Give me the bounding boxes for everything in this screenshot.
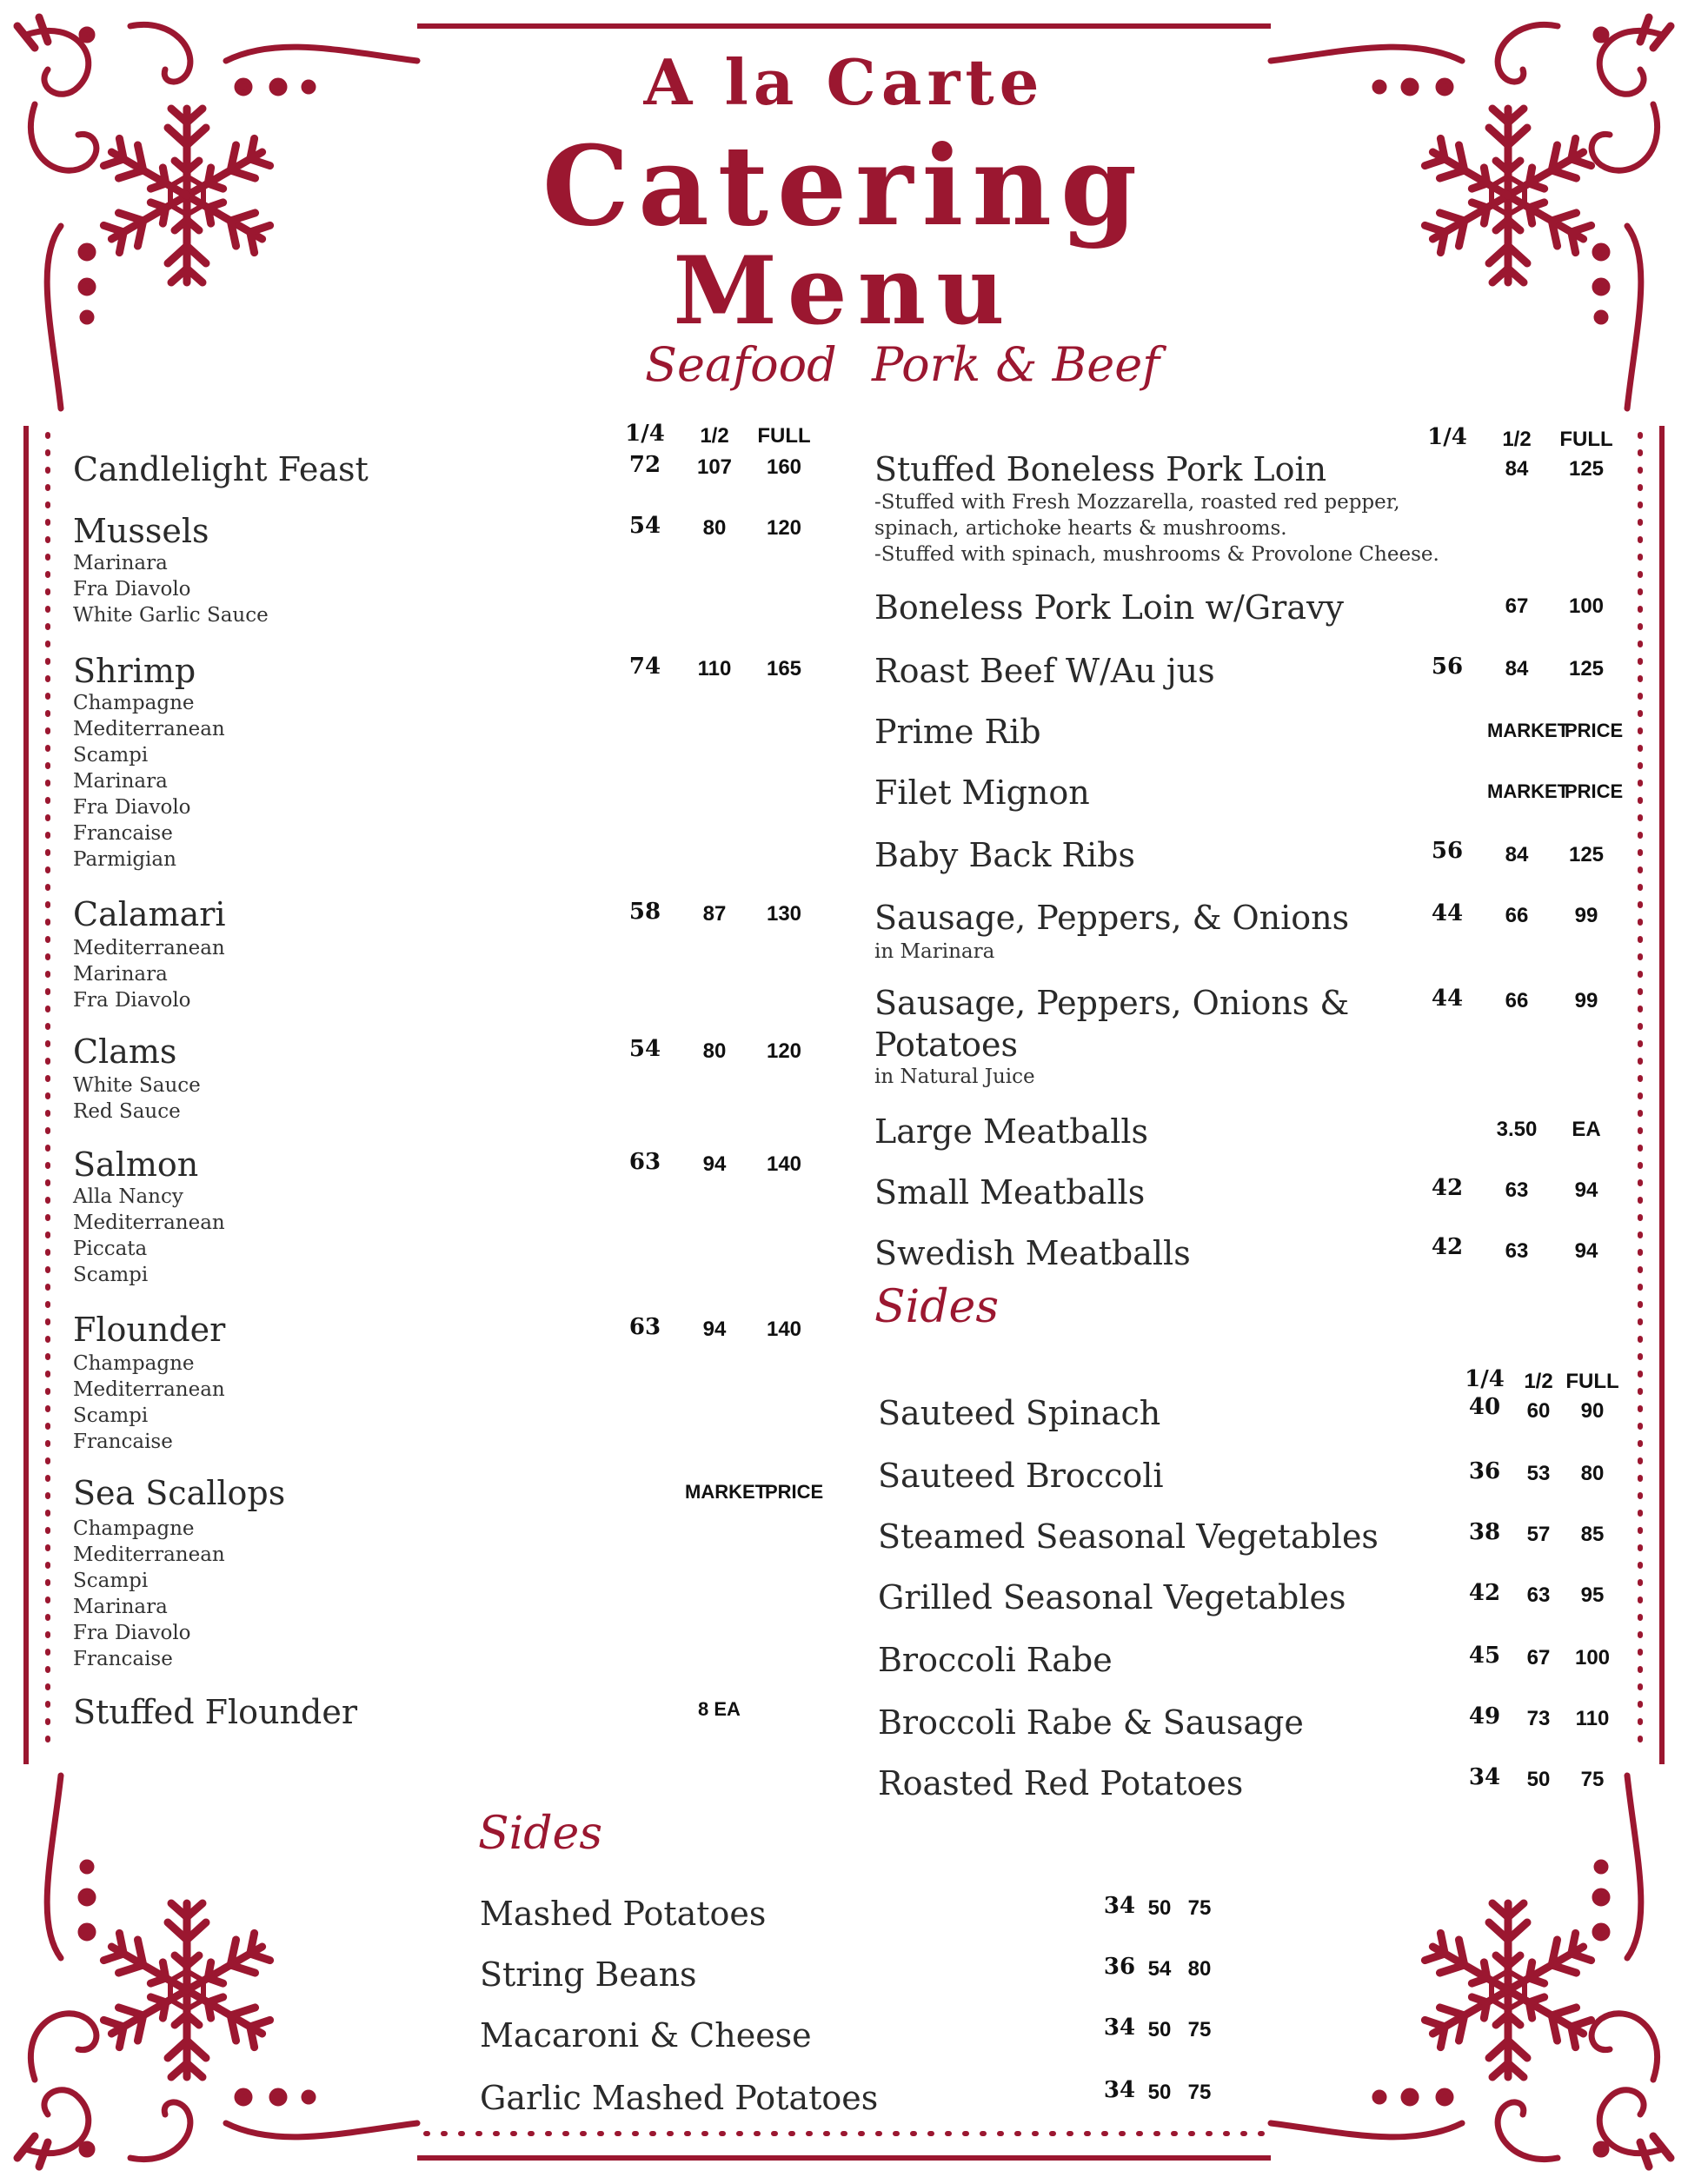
price-full: 90 — [1580, 1399, 1605, 1423]
price-half: 53 — [1526, 1462, 1551, 1485]
price-full: 75 — [1187, 1896, 1212, 1920]
price-half: 57 — [1526, 1523, 1551, 1546]
list-item: Candlelight Feast — [73, 450, 369, 488]
list-item: Garlic Mashed Potatoes — [480, 2079, 879, 2117]
price-market: MARKET — [1487, 780, 1570, 802]
price-full: 125 — [1568, 457, 1605, 481]
price-market: MARKET — [685, 1481, 768, 1503]
price-half: 63 — [1526, 1583, 1551, 1607]
list-item: Sauteed Broccoli — [878, 1457, 1164, 1495]
item-description: in Natural Juice — [874, 1065, 1035, 1088]
price-quarter: 49 — [1468, 1703, 1501, 1729]
price-full: 125 — [1568, 657, 1605, 680]
seafood-head-full: FULL — [757, 424, 811, 448]
price-quarter: 45 — [1468, 1643, 1501, 1669]
price-full: 110 — [1575, 1707, 1610, 1730]
list-item: Baby Back Ribs — [874, 836, 1136, 874]
price-half: 63 — [1505, 1178, 1529, 1202]
price-half: 84 — [1505, 457, 1529, 481]
price-each: 8 EA — [698, 1698, 741, 1720]
item-options: Marinara Fra Diavolo White Garlic Sauce — [73, 552, 269, 627]
list-item: Filet Mignon — [874, 773, 1090, 812]
item-description: in Marinara — [874, 940, 995, 963]
price-price: PRICE — [1565, 780, 1624, 802]
list-item: Clams — [73, 1032, 177, 1071]
porkbeef-head-quarter: 1/4 — [1427, 424, 1467, 450]
price-quarter: 58 — [628, 899, 661, 925]
price-half: 80 — [702, 516, 727, 540]
price-quarter: 34 — [1103, 1893, 1136, 1919]
list-item: Calamari — [73, 895, 226, 933]
sides-head-half: 1/2 — [1524, 1370, 1553, 1393]
price-quarter: 34 — [1468, 1764, 1501, 1790]
price-quarter: 36 — [1468, 1458, 1501, 1484]
price-half: 50 — [1526, 1768, 1551, 1791]
price-market: MARKET — [1487, 720, 1570, 741]
list-item: Swedish Meatballs — [874, 1234, 1191, 1272]
list-item: String Beans — [480, 1955, 697, 1994]
price-quarter: 40 — [1468, 1394, 1501, 1420]
list-item: Roast Beef W/Au jus — [874, 652, 1215, 690]
price-half: 87 — [702, 902, 727, 926]
price-quarter: 74 — [628, 654, 661, 680]
item-description: -Stuffed with Fresh Mozzarella, roasted red pepper, spinach, artichoke hearts & mushrooms. -Stuffed with spinach, mushrooms & Provolone Cheese. — [874, 491, 1439, 566]
price-full: 75 — [1187, 2018, 1212, 2041]
price-quarter: 34 — [1103, 2015, 1136, 2041]
price-quarter: 54 — [628, 1036, 661, 1062]
list-item: Flounder — [73, 1311, 226, 1349]
list-item: Small Meatballs — [874, 1173, 1146, 1211]
list-item-cont: Potatoes — [874, 1026, 1018, 1064]
list-item: Sausage, Peppers, Onions & — [874, 984, 1350, 1022]
price-half: 107 — [696, 455, 733, 479]
list-item: Steamed Seasonal Vegetables — [878, 1517, 1379, 1556]
price-half: 60 — [1526, 1399, 1551, 1423]
sides-head-quarter: 1/4 — [1465, 1366, 1505, 1392]
price-half: 94 — [702, 1318, 727, 1341]
list-item: Shrimp — [73, 652, 196, 690]
item-options: Champagne Mediterranean Scampi Marinara Fra Diavolo Francaise Parmigian — [73, 692, 225, 871]
title-line-2: Catering — [542, 122, 1146, 250]
price-quarter: 42 — [1468, 1580, 1501, 1606]
list-item: Sausage, Peppers, & Onions — [874, 899, 1350, 937]
price-price: PRICE — [1565, 720, 1624, 741]
price-full: 160 — [766, 455, 802, 479]
price-full: 80 — [1580, 1462, 1605, 1485]
price-each-unit: EA — [1572, 1118, 1601, 1141]
price-quarter: 72 — [628, 452, 661, 478]
list-item: Broccoli Rabe — [878, 1641, 1113, 1679]
price-half: 67 — [1505, 594, 1529, 618]
subtitle-seafood: Seafood — [645, 337, 837, 392]
price-full: 100 — [1574, 1646, 1611, 1670]
subtitle-pork-beef: Pork & Beef — [872, 337, 1160, 392]
list-item: Stuffed Flounder — [73, 1693, 357, 1731]
list-item: Roasted Red Potatoes — [878, 1764, 1244, 1802]
seafood-head-quarter: 1/4 — [625, 421, 665, 447]
sides-heading-right: Sides — [874, 1281, 999, 1333]
list-item: Sea Scallops — [73, 1474, 286, 1512]
price-quarter: 56 — [1431, 838, 1464, 864]
price-half: 66 — [1505, 904, 1529, 927]
price-full: 80 — [1187, 1957, 1212, 1981]
porkbeef-head-half: 1/2 — [1502, 428, 1532, 451]
price-half: 50 — [1147, 2081, 1172, 2104]
price-half: 54 — [1147, 1957, 1172, 1981]
title-line-3: Menu — [673, 236, 1015, 346]
price-quarter: 44 — [1431, 986, 1464, 1012]
price-full: 140 — [766, 1318, 802, 1341]
price-full: 85 — [1580, 1523, 1605, 1546]
porkbeef-head-full: FULL — [1559, 428, 1613, 451]
item-options: Alla Nancy Mediterranean Piccata Scampi — [73, 1185, 225, 1286]
price-full: 94 — [1574, 1178, 1598, 1202]
price-each-amount: 3.50 — [1496, 1118, 1538, 1141]
price-full: 130 — [766, 902, 802, 926]
price-half: 110 — [697, 657, 732, 680]
price-quarter: 42 — [1431, 1234, 1464, 1260]
item-options: White Sauce Red Sauce — [73, 1074, 201, 1123]
price-full: 94 — [1574, 1239, 1598, 1263]
item-options: Mediterranean Marinara Fra Diavolo — [73, 937, 225, 1012]
price-half: 84 — [1505, 843, 1529, 866]
price-quarter: 63 — [628, 1149, 661, 1175]
list-item: Prime Rib — [874, 713, 1041, 751]
price-half: 63 — [1505, 1239, 1529, 1263]
price-half: 84 — [1505, 657, 1529, 680]
price-full: 75 — [1187, 2081, 1212, 2104]
price-quarter: 34 — [1103, 2077, 1136, 2103]
list-item: Broccoli Rabe & Sausage — [878, 1703, 1304, 1742]
list-item: Boneless Pork Loin w/Gravy — [874, 588, 1344, 627]
price-quarter: 56 — [1431, 654, 1464, 680]
price-quarter: 38 — [1468, 1519, 1501, 1545]
list-item: Salmon — [73, 1145, 199, 1184]
sides-head-full: FULL — [1565, 1370, 1619, 1393]
sides-heading-bottom: Sides — [478, 1808, 602, 1860]
price-full: 95 — [1580, 1583, 1605, 1607]
price-half: 50 — [1147, 2018, 1172, 2041]
price-full: 75 — [1580, 1768, 1605, 1791]
list-item: Large Meatballs — [874, 1112, 1149, 1151]
price-full: 125 — [1568, 843, 1605, 866]
price-half: 73 — [1526, 1707, 1551, 1730]
list-item: Stuffed Boneless Pork Loin — [874, 450, 1327, 488]
list-item: Mussels — [73, 512, 209, 550]
price-full: 120 — [766, 516, 802, 540]
price-half: 80 — [702, 1039, 727, 1063]
title-line-1: A la Carte — [643, 45, 1045, 119]
list-item: Macaroni & Cheese — [480, 2016, 812, 2055]
item-options: Champagne Mediterranean Scampi Francaise — [73, 1352, 225, 1453]
list-item: Mashed Potatoes — [480, 1895, 767, 1933]
price-full: 120 — [766, 1039, 802, 1063]
price-full: 165 — [766, 657, 802, 680]
price-quarter: 42 — [1431, 1175, 1464, 1201]
price-quarter: 36 — [1103, 1954, 1136, 1980]
price-price: PRICE — [765, 1481, 824, 1503]
price-full: 140 — [766, 1152, 802, 1176]
list-item: Grilled Seasonal Vegetables — [878, 1578, 1346, 1616]
price-quarter: 54 — [628, 513, 661, 539]
list-item: Sauteed Spinach — [878, 1394, 1161, 1432]
price-half: 94 — [702, 1152, 727, 1176]
price-quarter: 63 — [628, 1314, 661, 1340]
item-options: Champagne Mediterranean Scampi Marinara Fra Diavolo Francaise — [73, 1517, 225, 1670]
price-full: 99 — [1574, 904, 1598, 927]
price-quarter: 44 — [1431, 900, 1464, 926]
price-half: 50 — [1147, 1896, 1172, 1920]
price-half: 67 — [1526, 1646, 1551, 1670]
price-full: 99 — [1574, 989, 1598, 1012]
seafood-head-half: 1/2 — [700, 424, 729, 448]
price-full: 100 — [1568, 594, 1605, 618]
price-half: 66 — [1505, 989, 1529, 1012]
